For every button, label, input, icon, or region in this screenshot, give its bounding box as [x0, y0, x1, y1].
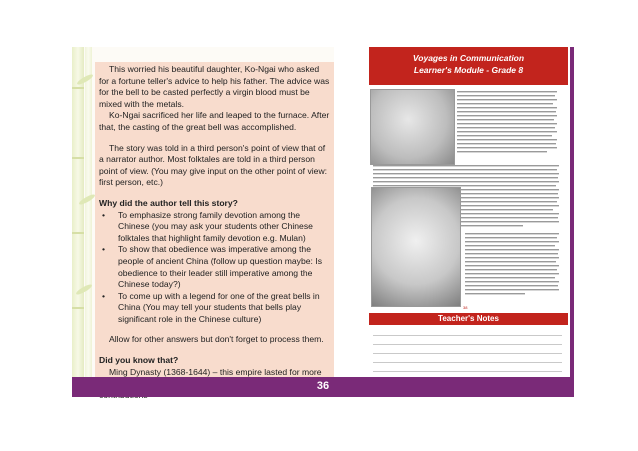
page-edge-bar	[570, 47, 574, 377]
illustration-image	[371, 187, 461, 307]
module-header	[369, 47, 568, 85]
book-spread	[72, 47, 574, 417]
note-line	[373, 362, 562, 363]
note-line	[373, 344, 562, 345]
page-number: 36	[316, 380, 330, 392]
list-item: • To show that obedience was imperative among the people of ancient China (follow up question maybe: Is obedience to their leader still imperative among the Chinese today?)	[114, 244, 331, 290]
note-line	[373, 335, 562, 336]
answer-list	[99, 210, 331, 326]
list-item: • To emphasize strong family devotion among the Chinese (you may ask your students other Chinese folktales that highlight family devotion e.g. Mulan)	[114, 210, 331, 245]
module-subtitle: Learner's Module - Grade 8	[413, 65, 524, 75]
ming-dynasty-paragraph: Ming Dynasty (1368-1644) – this empire lasted for more	[109, 366, 322, 377]
paragraph-story-2: Ko-Ngai sacrificed her life and leaped to the furnace. After that, the casting of the great bell was accomplished.	[99, 110, 330, 132]
teachers-notes-heading: Teacher's Notes	[369, 313, 568, 325]
bamboo-decoration-thin	[85, 47, 92, 377]
footer-bar	[72, 377, 574, 397]
illustration-image	[370, 89, 455, 165]
module-title: Voyages in Communication	[412, 53, 525, 63]
allow-answers-note: Allow for other answers but don't forget to process them.	[109, 334, 324, 345]
paragraph-story-1: This worried his beautiful daughter, Ko-Ngai who asked for a fortune teller's advice to help his father. The advice was for the bell to be casted perfectly a virgin blood must be mixed with the metals.	[99, 64, 330, 109]
list-item: • To come up with a legend for one of the great bells in China (You may tell your students that bells play significant role in the Chinese culture)	[114, 291, 331, 326]
did-you-know-heading: Did you know that?	[99, 355, 179, 366]
bamboo-decoration	[72, 47, 84, 377]
teacher-guide-text	[99, 64, 331, 401]
left-page	[72, 47, 334, 377]
note-line	[373, 371, 562, 372]
module-page-number: 38	[463, 305, 468, 310]
note-line	[373, 353, 562, 354]
question-heading: Why did the author tell this story?	[99, 197, 238, 208]
right-page-module-preview	[359, 47, 574, 377]
paragraph-point-of-view: The story was told in a third person's point of view that of a narrator author. Most folktales are told in a third person point of view. (You may give input on the other point of view: first person, etc.)	[99, 142, 328, 188]
